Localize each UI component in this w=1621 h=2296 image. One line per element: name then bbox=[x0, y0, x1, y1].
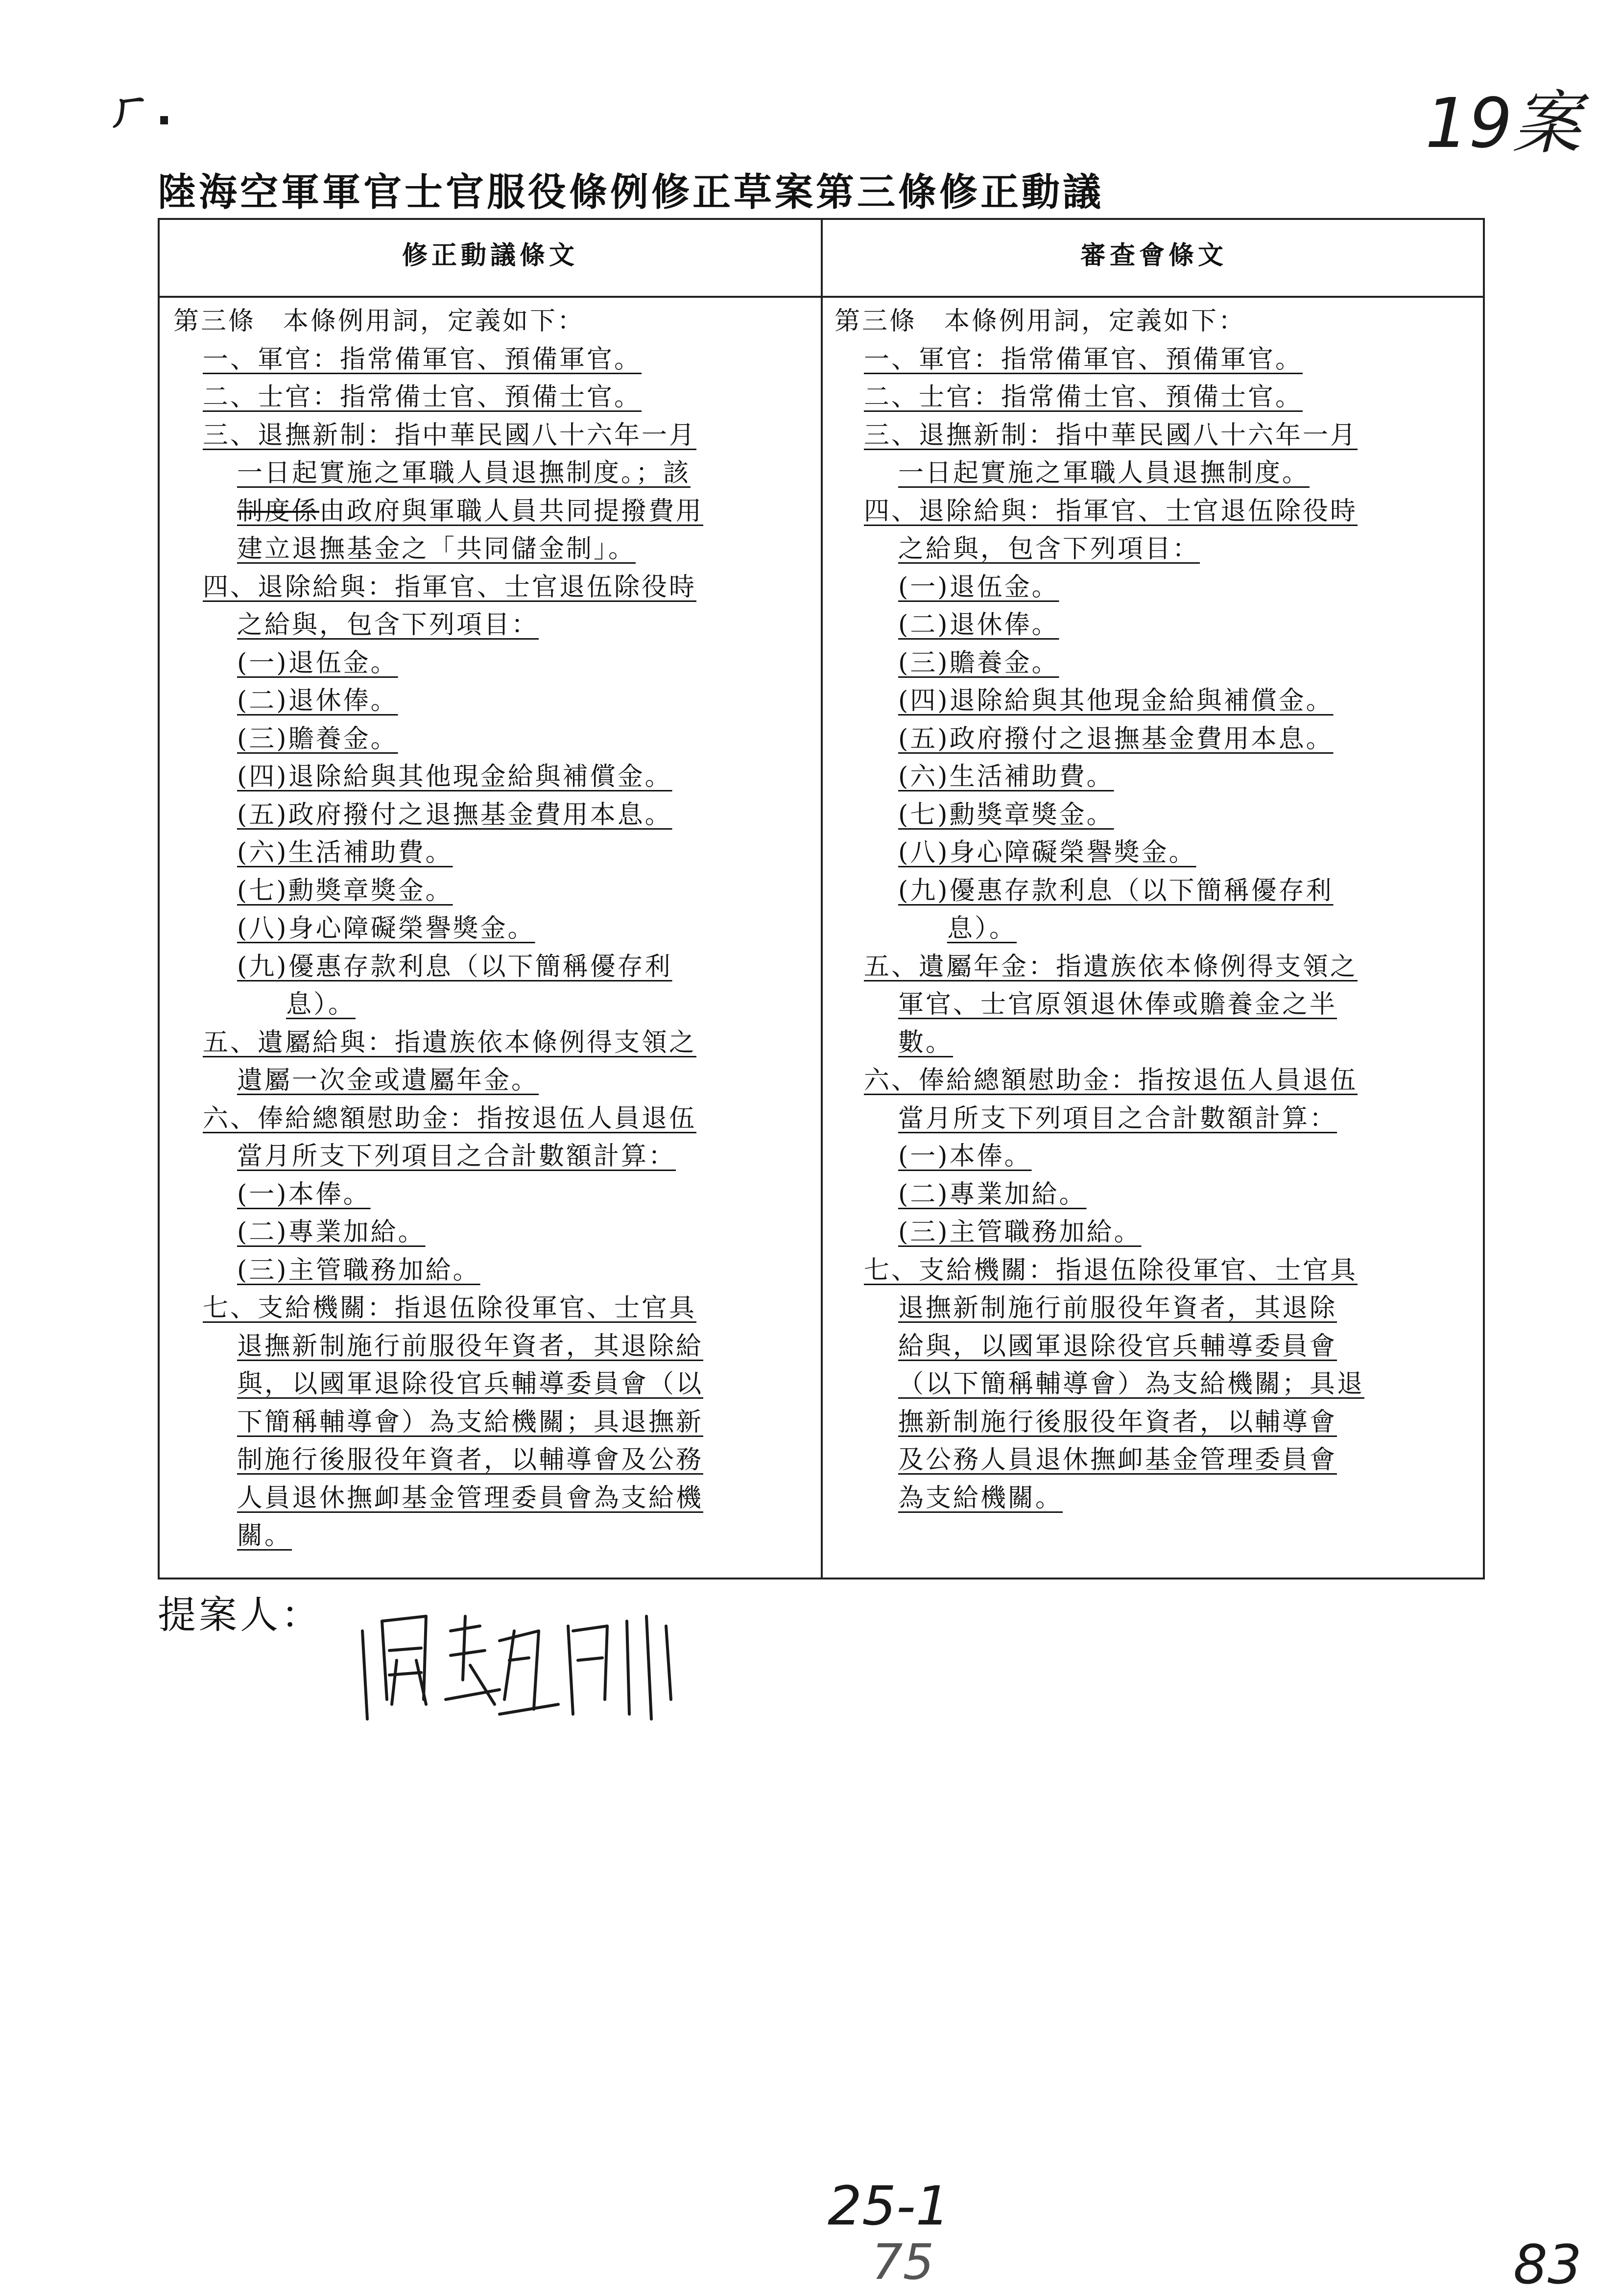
provision-line: 給與，以國軍退除役官兵輔導委員會 bbox=[898, 1331, 1337, 1361]
provision-line: 三、退撫新制：指中華民國八十六年一月 bbox=[864, 420, 1358, 450]
header-amendment-text: 修正動議條文 bbox=[402, 240, 578, 270]
provision-line: 六、俸給總額慰助金：指按退伍人員退伍 bbox=[864, 1066, 1358, 1095]
provision-line: 四、退除給與：指軍官、士官退伍除役時 bbox=[864, 496, 1358, 526]
provision-line: 下簡稱輔導會）為支給機關；具退撫新 bbox=[237, 1407, 704, 1437]
provision-line: (四)退除給與其他現金給與補償金。 bbox=[237, 762, 672, 791]
provision-line: 第三條 本條例用詞，定義如下： bbox=[834, 307, 1246, 336]
provision-line: 六、俸給總額慰助金：指按退伍人員退伍 bbox=[203, 1103, 697, 1133]
provision-line: (四)退除給與其他現金給與補償金。 bbox=[898, 686, 1334, 716]
provision-line: 建立退撫基金之「共同儲金制」。 bbox=[237, 534, 636, 564]
column-divider bbox=[821, 220, 823, 1578]
handwritten-signature bbox=[353, 1602, 695, 1729]
provision-line: (六)生活補助費。 bbox=[237, 838, 453, 867]
provision-line: 之給與，包含下列項目： bbox=[898, 534, 1200, 564]
handwritten-page-mark-faint: 75 bbox=[872, 2233, 934, 2291]
provision-line: (一)退伍金。 bbox=[237, 648, 398, 678]
provision-line: 人員退休撫卹基金管理委員會為支給機 bbox=[237, 1483, 704, 1513]
provision-line: (七)勳獎章獎金。 bbox=[898, 800, 1114, 830]
provision-line: 退撫新制施行前服役年資者，其退除給 bbox=[237, 1331, 704, 1361]
provision-line: 四、退除給與：指軍官、士官退伍除役時 bbox=[203, 572, 697, 602]
provision-line: (八)身心障礙榮譽獎金。 bbox=[898, 838, 1196, 867]
provision-line: 當月所支下列項目之合計數額計算： bbox=[898, 1103, 1337, 1133]
provision-line: 及公務人員退休撫卹基金管理委員會 bbox=[898, 1445, 1337, 1475]
provision-line: (三)主管職務加給。 bbox=[898, 1218, 1142, 1247]
handwritten-page-number: 83 bbox=[1513, 2233, 1582, 2296]
provision-line: 三、退撫新制：指中華民國八十六年一月 bbox=[203, 420, 697, 450]
provision-line: 制施行後服役年資者，以輔導會及公務 bbox=[237, 1445, 704, 1475]
provision-line: (一)退伍金。 bbox=[898, 572, 1059, 602]
provision-line: (三)主管職務加給。 bbox=[237, 1255, 480, 1285]
handwritten-page-mark: 25-1 bbox=[828, 2175, 950, 2237]
header-committee-text: 審查會條文 bbox=[1080, 240, 1227, 270]
provision-line: (二)專業加給。 bbox=[898, 1179, 1087, 1209]
provision-line: 息）。 bbox=[947, 914, 1017, 943]
provision-line: (一)本俸。 bbox=[237, 1179, 371, 1209]
provision-line: 制度係由政府與軍職人員共同提撥費用 bbox=[237, 496, 704, 526]
provision-line: (二)退休俸。 bbox=[237, 686, 398, 716]
provision-line: 五、遺屬年金：指遺族依本條例得支領之 bbox=[864, 952, 1358, 981]
provision-line: 二、士官：指常備士官、預備士官。 bbox=[203, 383, 642, 412]
provision-line: 息）。 bbox=[286, 990, 356, 1019]
provision-line: 七、支給機關：指退伍除役軍官、士官具 bbox=[864, 1255, 1358, 1285]
provision-line: 數。 bbox=[898, 1028, 954, 1057]
provision-line: 一日起實施之軍職人員退撫制度。 bbox=[898, 458, 1310, 488]
provision-line: (七)勳獎章獎金。 bbox=[237, 876, 453, 906]
provision-line: （以下簡稱輔導會）為支給機關；具退 bbox=[898, 1369, 1365, 1399]
provision-line: 軍官、士官原領退休俸或贍養金之半 bbox=[898, 990, 1337, 1019]
provision-line: 一、軍官：指常備軍官、預備軍官。 bbox=[203, 344, 642, 374]
provision-line: 第三條 本條例用詞，定義如下： bbox=[173, 307, 585, 336]
provision-line: (九)優惠存款利息（以下簡稱優存利 bbox=[237, 952, 672, 981]
provision-line: 關。 bbox=[237, 1521, 292, 1551]
provision-line: (五)政府撥付之退撫基金費用本息。 bbox=[237, 800, 672, 830]
provision-line: 退撫新制施行前服役年資者，其退除 bbox=[898, 1293, 1337, 1323]
provision-line: (三)贍養金。 bbox=[898, 648, 1059, 678]
header-rule bbox=[160, 296, 1483, 298]
provision-line: (五)政府撥付之退撫基金費用本息。 bbox=[898, 724, 1334, 754]
provision-line: 遺屬一次金或遺屬年金。 bbox=[237, 1066, 539, 1095]
provision-line: (二)專業加給。 bbox=[237, 1218, 426, 1247]
provision-line: (二)退休俸。 bbox=[898, 610, 1059, 640]
provision-line: (九)優惠存款利息（以下簡稱優存利 bbox=[898, 876, 1334, 906]
provision-line: 七、支給機關：指退伍除役軍官、士官具 bbox=[203, 1293, 697, 1323]
provision-line: (八)身心障礙榮譽獎金。 bbox=[237, 914, 535, 943]
comparison-table bbox=[158, 218, 1485, 1579]
provision-line: (一)本俸。 bbox=[898, 1142, 1032, 1171]
proposer-label: 提案人： bbox=[158, 1593, 323, 1637]
provision-line: (六)生活補助費。 bbox=[898, 762, 1114, 791]
provision-line: 一、軍官：指常備軍官、預備軍官。 bbox=[864, 344, 1303, 374]
provision-line: 與，以國軍退除役官兵輔導委員會（以 bbox=[237, 1369, 704, 1399]
document-title: 陸海空軍軍官士官服役條例修正草案第三條修正動議 bbox=[158, 170, 1104, 215]
provision-line: 五、遺屬給與：指遺族依本條例得支領之 bbox=[203, 1028, 697, 1057]
provision-line: 二、士官：指常備士官、預備士官。 bbox=[864, 383, 1303, 412]
corner-mark: ㄏ. bbox=[108, 84, 177, 135]
provision-line: 之給與，包含下列項目： bbox=[237, 610, 539, 640]
provision-line: 撫新制施行後服役年資者，以輔導會 bbox=[898, 1407, 1337, 1437]
provision-line: 當月所支下列項目之合計數額計算： bbox=[237, 1142, 676, 1171]
handwritten-case-number: 19案 bbox=[1425, 84, 1581, 164]
provision-line: 為支給機關。 bbox=[898, 1483, 1063, 1513]
provision-line: (三)贍養金。 bbox=[237, 724, 398, 754]
provision-line: 一日起實施之軍職人員退撫制度。；該 bbox=[237, 458, 691, 488]
